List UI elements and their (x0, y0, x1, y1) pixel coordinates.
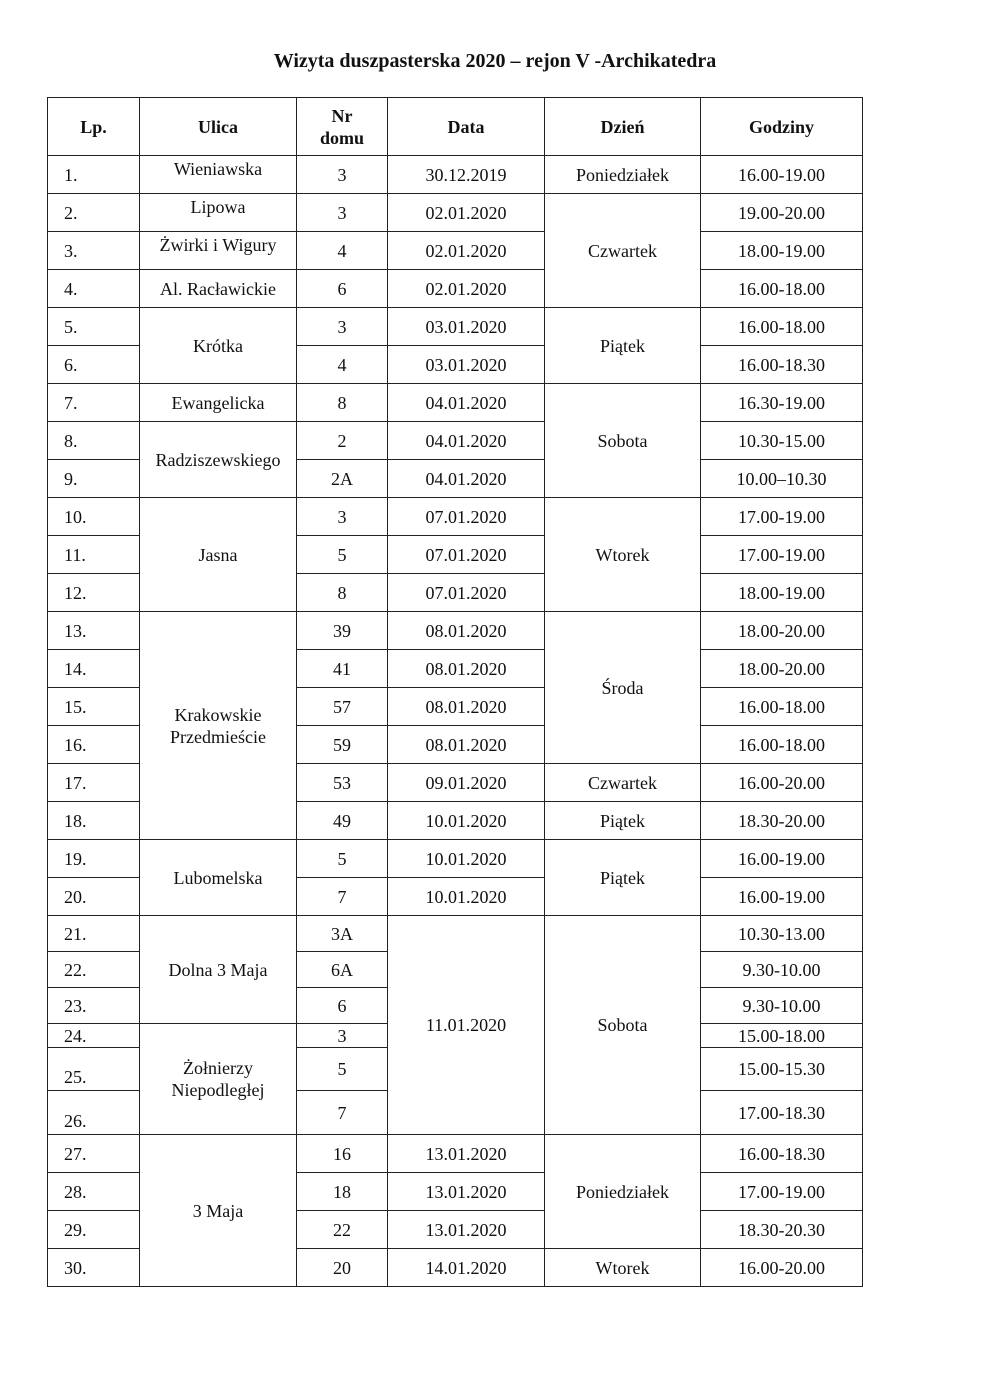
cell-godziny: 17.00-19.00 (701, 536, 863, 574)
cell-nr-domu: 7 (297, 878, 388, 916)
cell-dzien: Poniedziałek (545, 1135, 701, 1249)
cell-data: 02.01.2020 (388, 270, 545, 308)
cell-ulica: Żwirki i Wigury (140, 232, 297, 270)
table-row (48, 270, 863, 308)
cell-dzien: Środa (545, 612, 701, 764)
cell-godziny: 10.00–10.30 (701, 460, 863, 498)
cell-lp: 12. (48, 574, 140, 612)
cell-dzien: Czwartek (545, 194, 701, 308)
cell-lp: 5. (48, 308, 140, 346)
header-row (48, 98, 863, 156)
cell-data: 08.01.2020 (388, 688, 545, 726)
cell-godziny: 16.00-19.00 (701, 156, 863, 194)
table-row (48, 612, 863, 650)
cell-data: 04.01.2020 (388, 460, 545, 498)
cell-lp: 3. (48, 232, 140, 270)
cell-lp: 7. (48, 384, 140, 422)
cell-godziny: 16.00-19.00 (701, 840, 863, 878)
table-row (48, 498, 863, 536)
cell-dzien: Piątek (545, 802, 701, 840)
cell-nr-domu: 8 (297, 574, 388, 612)
cell-nr-domu: 7 (297, 1091, 388, 1135)
cell-nr-domu: 3 (297, 498, 388, 536)
cell-dzien: Sobota (545, 384, 701, 498)
cell-lp: 10. (48, 498, 140, 536)
cell-lp: 13. (48, 612, 140, 650)
cell-ulica: Al. Racławickie (140, 270, 297, 308)
cell-lp: 21. (48, 916, 140, 952)
cell-data: 02.01.2020 (388, 194, 545, 232)
cell-godziny: 10.30-13.00 (701, 916, 863, 952)
cell-dzien: Poniedziałek (545, 156, 701, 194)
table-row (48, 384, 863, 422)
cell-nr-domu: 53 (297, 764, 388, 802)
cell-data: 13.01.2020 (388, 1211, 545, 1249)
cell-data: 09.01.2020 (388, 764, 545, 802)
cell-data: 13.01.2020 (388, 1173, 545, 1211)
cell-lp: 14. (48, 650, 140, 688)
cell-dzien: Czwartek (545, 764, 701, 802)
cell-data: 10.01.2020 (388, 878, 545, 916)
cell-lp: 11. (48, 536, 140, 574)
cell-ulica: 3 Maja (140, 1135, 297, 1287)
cell-godziny: 16.00-18.00 (701, 688, 863, 726)
cell-data: 11.01.2020 (388, 916, 545, 1135)
cell-godziny: 9.30-10.00 (701, 952, 863, 988)
cell-nr-domu: 3 (297, 194, 388, 232)
cell-data: 07.01.2020 (388, 574, 545, 612)
cell-data: 08.01.2020 (388, 650, 545, 688)
cell-nr-domu: 2 (297, 422, 388, 460)
cell-ulica: Lipowa (140, 194, 297, 232)
cell-nr-domu: 6 (297, 988, 388, 1024)
header-lp: Lp. (48, 98, 140, 156)
cell-lp: 8. (48, 422, 140, 460)
cell-dzien: Piątek (545, 840, 701, 916)
cell-lp: 9. (48, 460, 140, 498)
cell-data: 10.01.2020 (388, 802, 545, 840)
cell-data: 02.01.2020 (388, 232, 545, 270)
cell-data: 03.01.2020 (388, 346, 545, 384)
cell-data: 30.12.2019 (388, 156, 545, 194)
cell-godziny: 17.00-19.00 (701, 498, 863, 536)
cell-ulica: Wieniawska (140, 156, 297, 194)
cell-godziny: 9.30-10.00 (701, 988, 863, 1024)
cell-godziny: 18.00-20.00 (701, 650, 863, 688)
cell-dzien: Sobota (545, 916, 701, 1135)
cell-nr-domu: 22 (297, 1211, 388, 1249)
cell-lp: 23. (48, 988, 140, 1024)
header-data: Data (388, 98, 545, 156)
cell-godziny: 16.00-18.30 (701, 346, 863, 384)
cell-data: 08.01.2020 (388, 726, 545, 764)
table-row (48, 916, 863, 952)
cell-godziny: 10.30-15.00 (701, 422, 863, 460)
cell-nr-domu: 3 (297, 1024, 388, 1048)
cell-lp: 28. (48, 1173, 140, 1211)
cell-godziny: 16.00-20.00 (701, 764, 863, 802)
cell-nr-domu: 4 (297, 232, 388, 270)
table-row (48, 1135, 863, 1173)
cell-dzien: Wtorek (545, 1249, 701, 1287)
cell-godziny: 18.00-19.00 (701, 232, 863, 270)
cell-godziny: 17.00-18.30 (701, 1091, 863, 1135)
cell-ulica: Radziszewskiego (140, 422, 297, 498)
cell-lp: 29. (48, 1211, 140, 1249)
table-header (48, 98, 863, 156)
cell-nr-domu: 5 (297, 1048, 388, 1091)
cell-godziny: 17.00-19.00 (701, 1173, 863, 1211)
cell-godziny: 16.00-18.00 (701, 270, 863, 308)
cell-data: 07.01.2020 (388, 536, 545, 574)
cell-dzien: Piątek (545, 308, 701, 384)
cell-lp: 2. (48, 194, 140, 232)
cell-data: 04.01.2020 (388, 422, 545, 460)
cell-godziny: 19.00-20.00 (701, 194, 863, 232)
cell-godziny: 16.00-18.30 (701, 1135, 863, 1173)
table-row (48, 156, 863, 194)
table-row (48, 232, 863, 270)
cell-nr-domu: 6 (297, 270, 388, 308)
cell-ulica: Ewangelicka (140, 384, 297, 422)
cell-lp: 22. (48, 952, 140, 988)
schedule-table (47, 97, 863, 1287)
table-row (48, 308, 863, 346)
cell-data: 03.01.2020 (388, 308, 545, 346)
cell-nr-domu: 20 (297, 1249, 388, 1287)
cell-ulica: Krakowskie Przedmieście (140, 612, 297, 840)
cell-data: 10.01.2020 (388, 840, 545, 878)
cell-lp: 24. (48, 1024, 140, 1048)
header-nr-domu: Nr domu (297, 98, 388, 156)
cell-lp: 20. (48, 878, 140, 916)
cell-ulica: Jasna (140, 498, 297, 612)
cell-nr-domu: 3 (297, 156, 388, 194)
cell-ulica: Lubomelska (140, 840, 297, 916)
header-ulica: Ulica (140, 98, 297, 156)
table-body (48, 156, 863, 1287)
cell-data: 04.01.2020 (388, 384, 545, 422)
cell-nr-domu: 3A (297, 916, 388, 952)
cell-ulica: Dolna 3 Maja (140, 916, 297, 1024)
cell-lp: 27. (48, 1135, 140, 1173)
cell-godziny: 18.00-20.00 (701, 612, 863, 650)
cell-lp: 6. (48, 346, 140, 384)
cell-lp: 16. (48, 726, 140, 764)
header-dzien: Dzień (545, 98, 701, 156)
cell-lp: 25. (48, 1048, 140, 1091)
cell-data: 08.01.2020 (388, 612, 545, 650)
cell-lp: 19. (48, 840, 140, 878)
cell-lp: 18. (48, 802, 140, 840)
cell-lp: 17. (48, 764, 140, 802)
cell-lp: 26. (48, 1091, 140, 1135)
cell-nr-domu: 5 (297, 536, 388, 574)
cell-godziny: 16.00-20.00 (701, 1249, 863, 1287)
header-godziny: Godziny (701, 98, 863, 156)
cell-ulica: Krótka (140, 308, 297, 384)
cell-nr-domu: 49 (297, 802, 388, 840)
cell-nr-domu: 4 (297, 346, 388, 384)
cell-data: 07.01.2020 (388, 498, 545, 536)
document-title: Wizyta duszpasterska 2020 – rejon V -Archikatedra (273, 50, 717, 72)
cell-nr-domu: 57 (297, 688, 388, 726)
cell-dzien: Wtorek (545, 498, 701, 612)
cell-lp: 4. (48, 270, 140, 308)
table-row (48, 422, 863, 460)
cell-nr-domu: 41 (297, 650, 388, 688)
cell-ulica: Żołnierzy Niepodległej (140, 1024, 297, 1135)
cell-godziny: 16.00-18.00 (701, 726, 863, 764)
cell-lp: 30. (48, 1249, 140, 1287)
cell-nr-domu: 5 (297, 840, 388, 878)
cell-lp: 1. (48, 156, 140, 194)
cell-godziny: 18.30-20.00 (701, 802, 863, 840)
cell-nr-domu: 3 (297, 308, 388, 346)
cell-nr-domu: 59 (297, 726, 388, 764)
cell-data: 13.01.2020 (388, 1135, 545, 1173)
cell-nr-domu: 8 (297, 384, 388, 422)
cell-nr-domu: 2A (297, 460, 388, 498)
cell-nr-domu: 18 (297, 1173, 388, 1211)
cell-nr-domu: 6A (297, 952, 388, 988)
table-row (48, 840, 863, 878)
cell-nr-domu: 16 (297, 1135, 388, 1173)
cell-godziny: 16.00-18.00 (701, 308, 863, 346)
cell-nr-domu: 39 (297, 612, 388, 650)
cell-godziny: 16.00-19.00 (701, 878, 863, 916)
cell-lp: 15. (48, 688, 140, 726)
cell-godziny: 16.30-19.00 (701, 384, 863, 422)
cell-data: 14.01.2020 (388, 1249, 545, 1287)
cell-godziny: 15.00-18.00 (701, 1024, 863, 1048)
cell-godziny: 15.00-15.30 (701, 1048, 863, 1091)
cell-godziny: 18.00-19.00 (701, 574, 863, 612)
table-row (48, 194, 863, 232)
cell-godziny: 18.30-20.30 (701, 1211, 863, 1249)
